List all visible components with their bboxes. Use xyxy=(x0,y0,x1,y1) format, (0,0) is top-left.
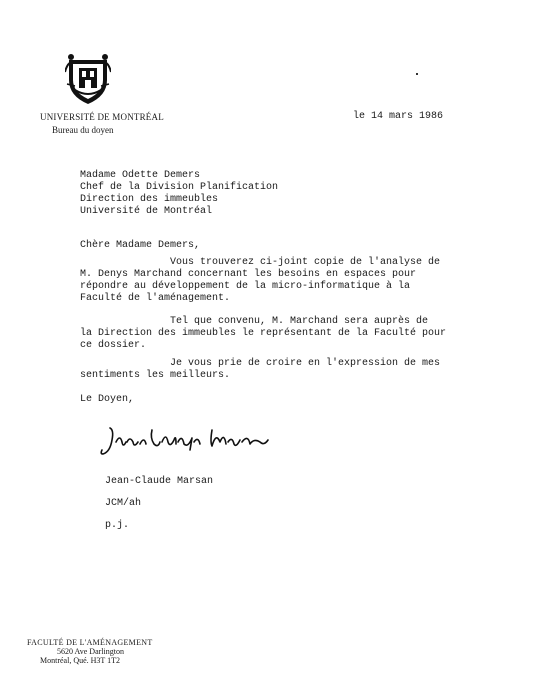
body-paragraph: Vous trouverez ci-joint copie de l'analyse de M. Denys Marchand concernant les besoins en espaces pour répondre au développement de la micro-informatique à la Faculté de l'aménagement. xyxy=(80,257,441,304)
salutation: Chère Madame Demers, xyxy=(80,240,201,251)
recipient-line: Chef de la Division Planification xyxy=(80,182,279,193)
signatory-name: Jean-Claude Marsan xyxy=(105,476,214,487)
footer-faculty: FACULTÉ DE L'AMÉNAGEMENT xyxy=(27,638,153,647)
body-paragraph: Tel que convenu, M. Marchand sera auprès de la Direction des immeubles le représentant de la Faculté pour ce dossier. xyxy=(80,316,447,351)
university-crest-icon xyxy=(65,52,111,106)
letter-date: le 14 mars 1986 xyxy=(353,111,444,122)
footer-city: Montréal, Qué. H3T 1T2 xyxy=(40,656,121,665)
university-name: UNIVERSITÉ DE MONTRÉAL xyxy=(40,112,164,122)
recipient-line: Madame Odette Demers xyxy=(80,170,201,181)
footer-address xyxy=(27,638,153,665)
enclosure-note: p.j. xyxy=(105,520,130,531)
footer-street: 5620 Ave Darlington xyxy=(57,647,124,656)
recipient-address xyxy=(80,170,278,218)
closing: Le Doyen, xyxy=(80,394,135,405)
body-paragraph: Je vous prie de croire en l'expression de mes sentiments les meilleurs. xyxy=(80,358,441,381)
office-name: Bureau du doyen xyxy=(52,125,114,135)
stray-mark xyxy=(416,73,418,75)
recipient-line: Direction des immeubles xyxy=(80,194,219,205)
reference-initials: JCM/ah xyxy=(105,498,142,509)
handwritten-signature xyxy=(100,420,270,458)
recipient-line: Université de Montréal xyxy=(80,206,213,217)
